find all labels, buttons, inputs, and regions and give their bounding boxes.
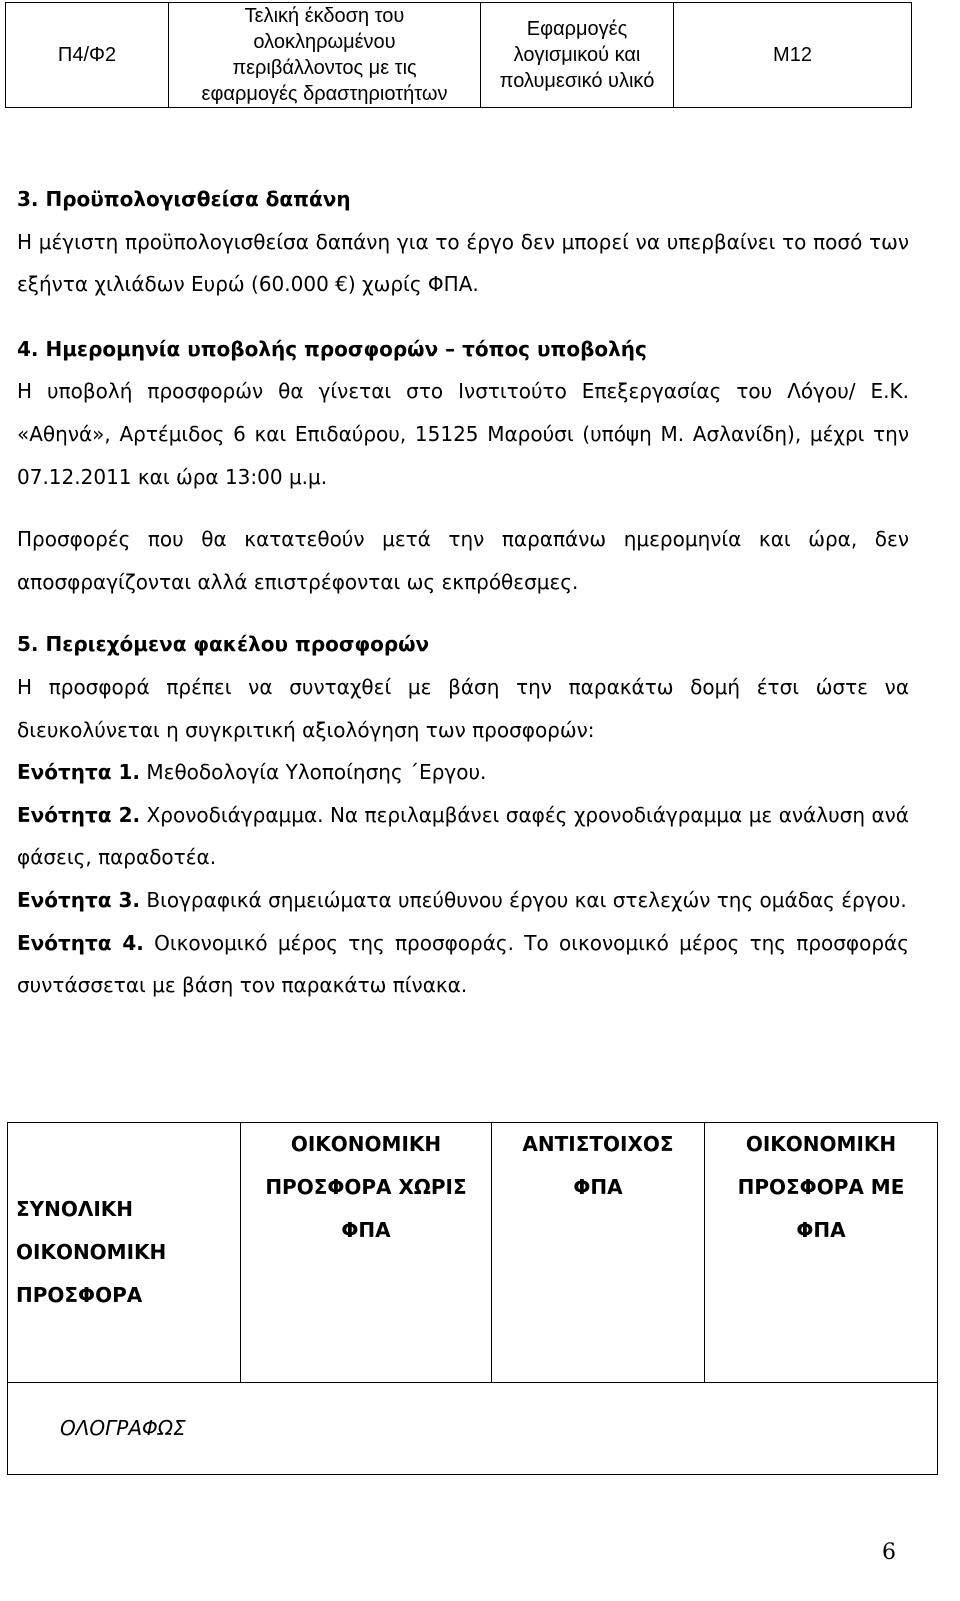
financial-offer-table [7, 1122, 938, 1475]
document-body [17, 178, 909, 1007]
unit-item [17, 794, 909, 879]
row-label-line: ΟΙΚΟΝΟΜΙΚΗ [16, 1240, 167, 1264]
price-row-words [8, 1383, 938, 1475]
spacer [17, 498, 909, 518]
section-paragraph: Προσφορές που θα κατατεθούν μετά την παραπάνω ημερομηνία και ώρα, δεν αποσφραγίζονται αλλά επιστρέφονται ως εκπρόθεσμες. [17, 527, 909, 594]
col-header-line: ΦΠΑ [341, 1218, 391, 1242]
document-header-table [5, 2, 912, 108]
spacer [17, 306, 909, 328]
col-header-line: ΠΡΟΣΦΟΡΑ ΧΩΡΙΣ [265, 1175, 467, 1199]
section-paragraph: Η υποβολή προσφορών θα γίνεται στο Ινστιτούτο Επεξεργασίας του Λόγου/ Ε.Κ. «Αθηνά», Αρτέμιδος 6 και Επιδαύρου, 15125 Μαρούσι (υπόψη Μ. Ασλανίδη), μέχρι την 07.12.2011 και ώρα 13:00 μ.μ. [17, 379, 909, 489]
header-title-line: Τελική έκδοση του [244, 5, 405, 27]
unit-label: Ενότητα 4. [17, 930, 144, 955]
header-wp-line: Εφαρμογές [526, 18, 628, 40]
col-header-with-vat [705, 1123, 938, 1383]
header-row [6, 3, 912, 108]
section-paragraph: Η προσφορά πρέπει να συνταχθεί με βάση την παρακάτω δομή έτσι ώστε να διευκολύνεται η συγκριτική αξιολόγηση των προσφορών: [17, 674, 909, 742]
col-header-line: ΟΙΚΟΝΟΜΙΚΗ [290, 1132, 442, 1156]
section-budget [17, 178, 909, 306]
col-header-line: ΟΙΚΟΝΟΜΙΚΗ [745, 1132, 897, 1156]
header-wp-line: πολυμεσικό υλικό [499, 70, 655, 92]
row-label-line: ΣΥΝΟΛΙΚΗ [16, 1197, 134, 1221]
row-label-line: ΠΡΟΣΦΟΡΑ [16, 1283, 143, 1307]
header-title-line: εφαρμογές δραστηριοτήτων [201, 83, 448, 105]
unit-item [17, 922, 909, 1007]
header-title-line: περιβάλλοντος με τις [232, 57, 417, 79]
unit-text: Χρονοδιάγραμμα. Να περιλαμβάνει σαφές χρονοδιάγραμμα με ανάλυση ανά φάσεις, παραδοτέα. [17, 802, 909, 870]
section-title: 4. Ημερομηνία υποβολής προσφορών – τόπος υποβολής [17, 336, 647, 361]
section-paragraph: Η μέγιστη προϋπολογισθείσα δαπάνη για το έργο δεν μπορεί να υπερβαίνει το ποσό των εξήντα χιλιάδων Ευρώ (60.000 €) χωρίς ΦΠΑ. [17, 229, 909, 297]
col-header-line: ΦΠΑ [796, 1218, 846, 1242]
col-header-vat [492, 1123, 705, 1383]
header-doc-code: Π4/Φ2 [6, 3, 169, 108]
section-offer-contents [17, 623, 909, 1006]
page-number: 6 [882, 1540, 896, 1565]
unit-text: Οικονομικό μέρος της προσφοράς. Το οικονομικό μέρος της προσφοράς συντάσσεται με βάση τον παρακάτω πίνακα. [17, 930, 909, 998]
header-month: Μ12 [674, 3, 912, 108]
unit-item [17, 751, 909, 794]
section-submission [17, 328, 909, 604]
header-wp-line: λογισμικού και [513, 44, 641, 66]
col-header-line: ΦΠΑ [573, 1175, 623, 1199]
col-header-line: ΠΡΟΣΦΟΡΑ ΜΕ [737, 1175, 905, 1199]
col-header-without-vat [241, 1123, 492, 1383]
col-header-line: ΑΝΤΙΣΤΟΙΧΟΣ [522, 1132, 674, 1156]
header-title-line: ολοκληρωμένου [253, 31, 396, 53]
section-title: 5. Περιεχόμενα φακέλου προσφορών [17, 632, 430, 657]
header-doc-title [169, 3, 481, 108]
total-offer-label [8, 1123, 241, 1383]
unit-label: Ενότητα 2. [17, 802, 141, 827]
unit-label: Ενότητα 1. [17, 760, 141, 785]
unit-text: Βιογραφικά σημειώματα υπεύθυνου έργου και στελεχών της ομάδας έργου. [140, 887, 907, 912]
unit-text: Μεθοδολογία Υλοποίησης ΄Εργου. [140, 760, 487, 785]
header-work-package [481, 3, 674, 108]
unit-item [17, 879, 909, 922]
section-title: 3. Προϋπολογισθείσα δαπάνη [17, 187, 351, 211]
unit-label: Ενότητα 3. [17, 887, 141, 912]
spacer [17, 603, 909, 623]
amount-in-words-label: ΟΛΟΓΡΑΦΩΣ [8, 1383, 938, 1475]
price-row-main [8, 1123, 938, 1383]
